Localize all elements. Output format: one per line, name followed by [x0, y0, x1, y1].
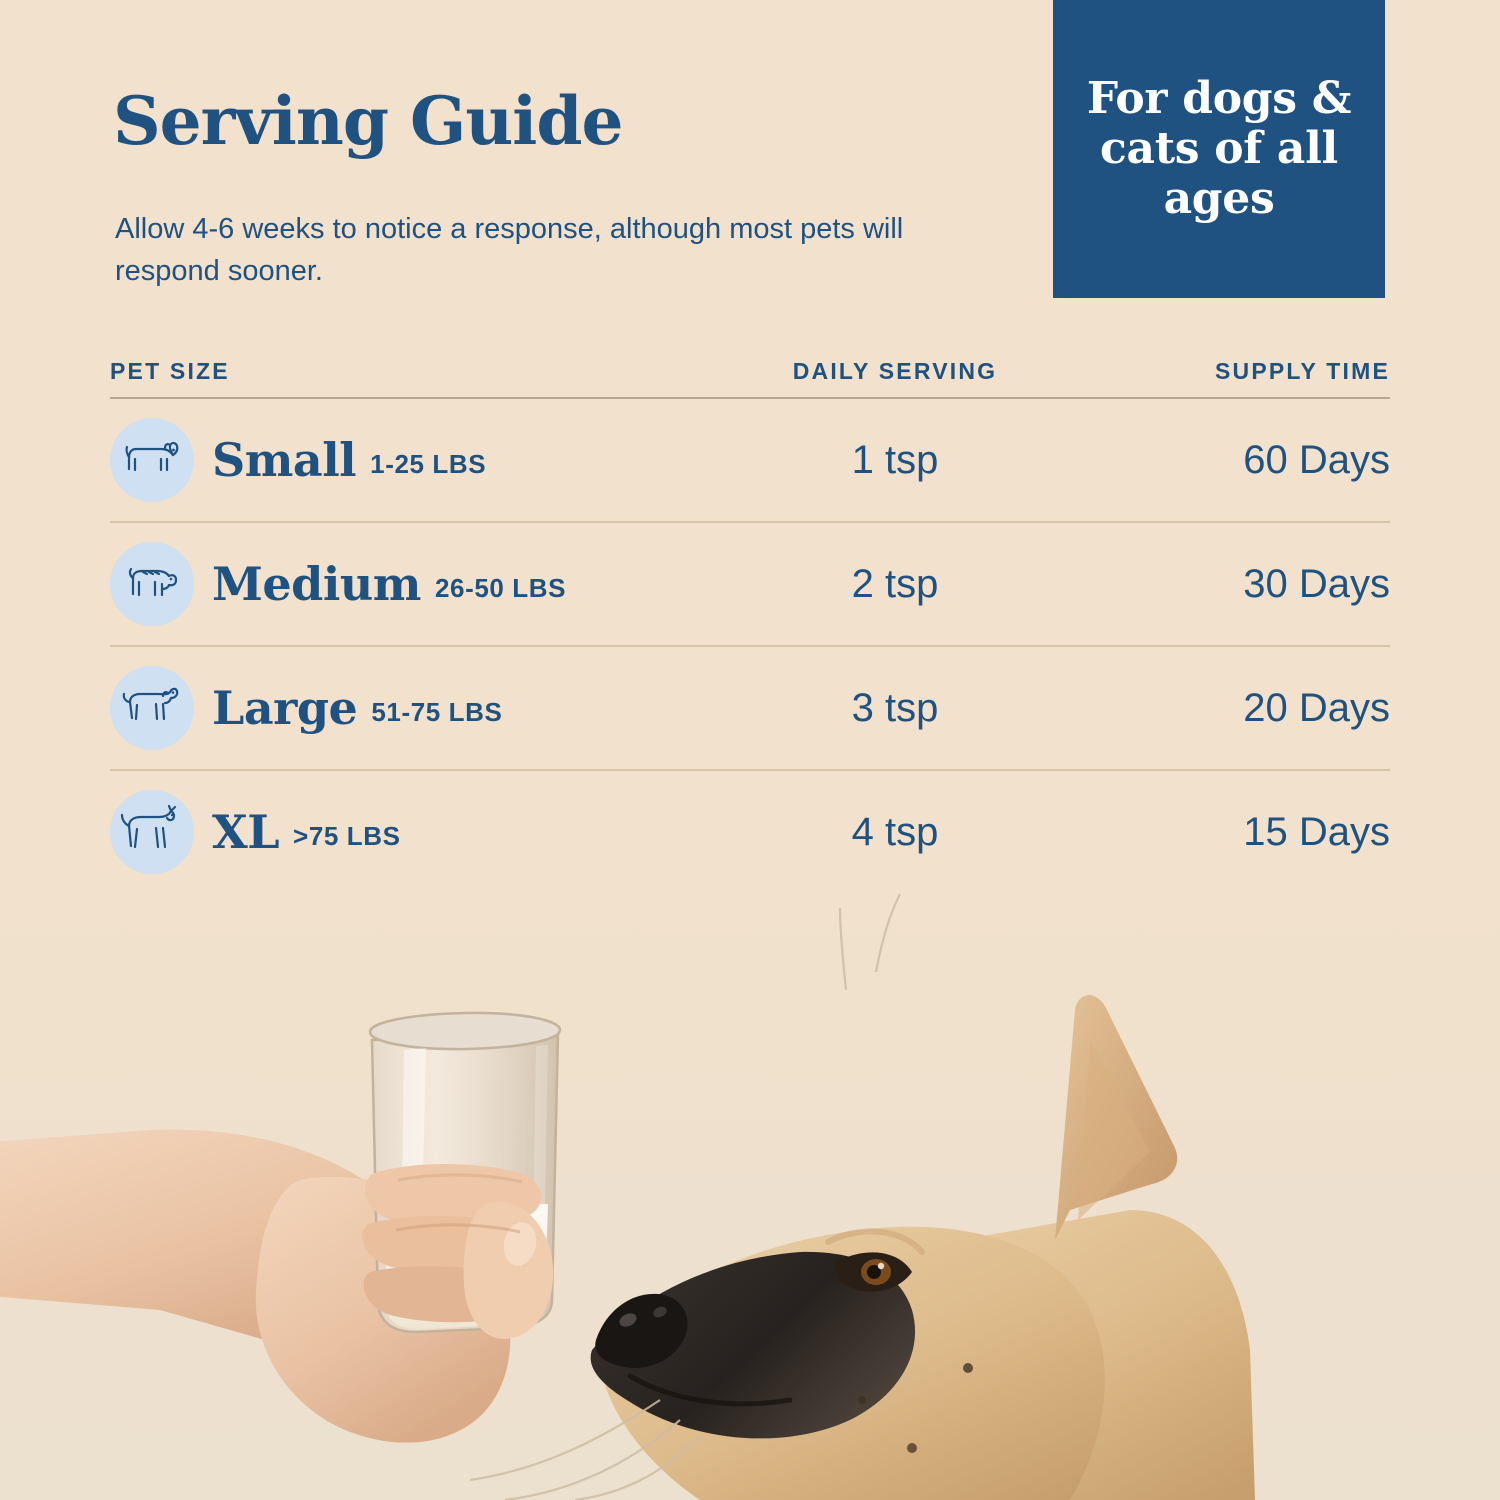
serving-table [110, 345, 1390, 895]
column-header-pet-size: PET SIZE [110, 357, 230, 384]
page-subtitle: Allow 4-6 weeks to notice a response, although most pets will respond sooner. [115, 213, 904, 288]
bulldog-icon [110, 542, 194, 626]
column-header-daily-serving: DAILY SERVING [792, 357, 998, 384]
for-dogs-and-cats-badge [1053, 0, 1385, 298]
table-row [110, 523, 1390, 647]
pet-size-range: >75 LBS [293, 820, 401, 851]
product-photo [0, 880, 1500, 1500]
daily-serving-value: 4 tsp [851, 809, 939, 854]
supply-time-value: 20 Days [1243, 685, 1390, 730]
pet-size-range: 26-50 LBS [434, 572, 567, 603]
daily-serving-value: 1 tsp [851, 437, 939, 482]
supply-time-value: 15 Days [1243, 809, 1390, 854]
page-title: Serving Guide [113, 82, 623, 160]
daily-serving-value: 3 tsp [851, 685, 939, 730]
pet-size-name: XL [212, 805, 280, 859]
supply-time-value: 60 Days [1243, 437, 1390, 482]
pet-size-name: Large [212, 681, 358, 735]
great-dane-icon [110, 790, 194, 874]
pet-size-name: Medium [212, 557, 421, 611]
daily-serving-value: 2 tsp [851, 561, 939, 606]
table-row [110, 771, 1390, 895]
retriever-icon [110, 666, 194, 750]
pet-size-range: 51-75 LBS [371, 696, 503, 727]
supply-time-value: 30 Days [1243, 561, 1390, 606]
table-row [110, 647, 1390, 771]
column-header-supply-time: SUPPLY TIME [1214, 357, 1390, 384]
pet-size-range: 1-25 LBS [370, 448, 487, 479]
dachshund-icon [110, 418, 194, 502]
pet-size-name: Small [212, 433, 357, 487]
badge-label: For dogs & cats of all ages [1086, 72, 1352, 225]
table-header-row [110, 345, 1390, 399]
table-row [110, 399, 1390, 523]
